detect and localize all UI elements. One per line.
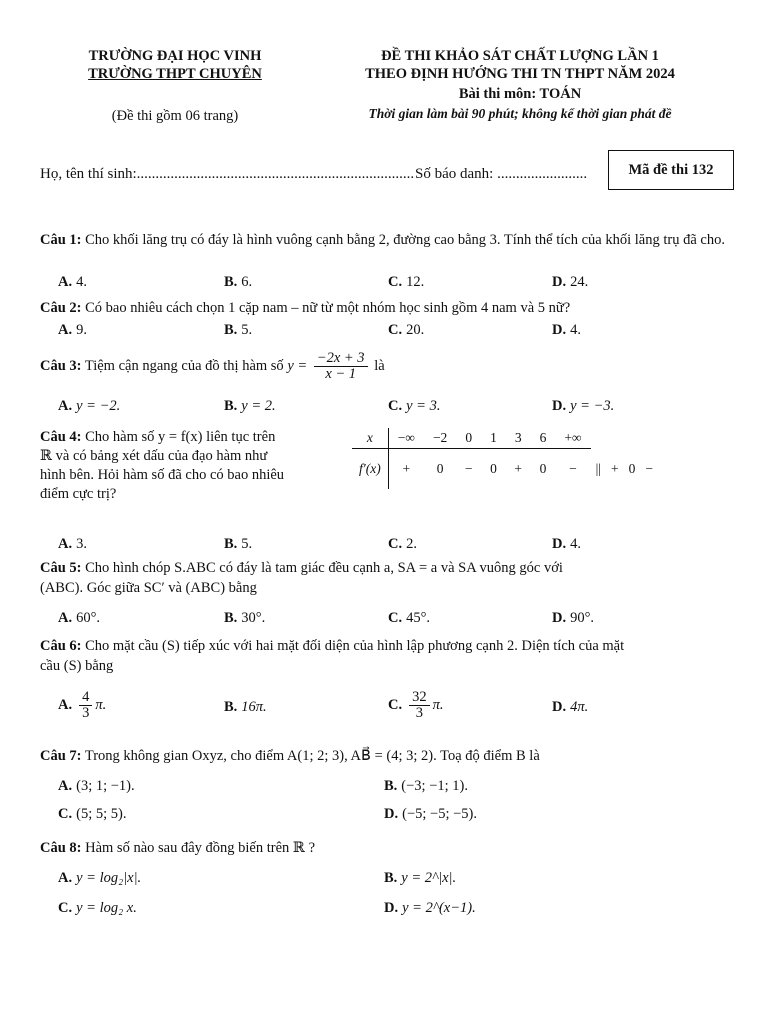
question-6-options — [58, 690, 738, 726]
sign-table — [352, 428, 658, 489]
option-c[interactable]: C. $\frac{32}{3}$ π. — [388, 689, 444, 721]
sign-value: + — [610, 460, 619, 476]
x-value: 1 — [481, 428, 506, 449]
question-1-options — [58, 274, 738, 294]
option-b[interactable]: B. 30°. — [224, 610, 266, 626]
x-value: 0 — [456, 428, 481, 449]
candidate-id-line: Số báo danh: ........................ — [415, 166, 588, 182]
fp-header: f′(x) — [352, 449, 388, 490]
question-4-options — [58, 536, 738, 556]
question-8-options-row2 — [58, 900, 738, 920]
school-name: TRƯỜNG THPT CHUYÊN — [88, 66, 262, 82]
question-7: Câu 7: Trong không gian Oxyz, cho điểm A(1; 2; 3), AB⃗ = (4; 3; 2). Toạ độ điểm B là — [40, 748, 540, 764]
question-3-options — [58, 398, 738, 418]
option-b[interactable]: B. 6. — [224, 274, 253, 290]
option-c[interactable]: C. 2. — [388, 536, 417, 552]
option-d[interactable]: D. 4π. — [552, 699, 589, 715]
question-2: Câu 2: Có bao nhiêu cách chọn 1 cặp nam – nữ từ một nhóm học sinh gồm 4 nam và 5 nữ? — [40, 300, 571, 316]
question-2-options — [58, 322, 738, 342]
candidate-name-line: Họ, tên thí sinh:.......................................................................... — [40, 166, 415, 182]
option-a[interactable]: A. 4. — [58, 274, 87, 290]
option-b[interactable]: B. 5. — [224, 322, 253, 338]
option-d[interactable]: D. 90°. — [552, 610, 595, 626]
exam-code-box — [608, 150, 734, 190]
option-b[interactable]: B. y = 2^|x|. — [384, 870, 457, 886]
x-value: 3 — [506, 428, 531, 449]
question-4: Câu 4: Cho hàm số y = f(x) liên tục trên ℝ và có bảng xét dấu của đạo hàm như hình bên. Hỏi hàm số đã cho có bao nhiêu điểm cực trị? — [40, 429, 285, 502]
question-text: Cho khối lăng trụ có đáy là hình vuông cạnh bằng 2, đường cao bằng 3. Tính thể tích của khối lăng trụ đã cho. — [85, 232, 725, 248]
option-a[interactable]: A. 60°. — [58, 610, 101, 626]
question-5-options — [58, 610, 738, 630]
exam-code: Mã đề thi 132 — [628, 161, 714, 178]
sign-value: 0 — [539, 461, 547, 476]
exam-subtitle: THEO ĐỊNH HƯỚNG THI TN THPT NĂM 2024 — [365, 66, 675, 82]
question-label: Câu 1: — [40, 232, 82, 248]
sign-value: || — [595, 460, 601, 476]
sign-value: − — [569, 461, 577, 476]
x-value: −2 — [424, 428, 456, 449]
option-b[interactable]: B. (−3; −1; 1). — [384, 778, 468, 794]
option-d[interactable]: D. y = −3. — [552, 398, 615, 414]
option-a[interactable]: A. $\frac{4}{3}$ π. — [58, 689, 107, 721]
pages-note: (Đề thi gồm 06 trang) — [111, 108, 239, 124]
question-7-options-row2 — [58, 806, 738, 826]
x-value: −∞ — [388, 428, 424, 449]
question-1 — [40, 230, 730, 250]
option-d[interactable]: D. 4. — [552, 536, 581, 552]
sign-value: 0 — [628, 460, 636, 476]
sign-value: + — [514, 461, 522, 476]
option-b[interactable]: B. 16π. — [224, 699, 267, 715]
question-3: Câu 3: Tiệm cận ngang của đồ thị hàm số y = $\frac{-2x + 3}{x - 1}$ là — [40, 350, 385, 383]
option-a[interactable]: A. 9. — [58, 322, 87, 338]
option-c[interactable]: C. y = log₂ x. — [58, 900, 137, 916]
fraction: $\frac{-2x + 3}{x - 1}$ — [314, 351, 368, 382]
sign-value: − — [464, 461, 473, 476]
option-d[interactable]: D. 24. — [552, 274, 589, 290]
exam-title: ĐỀ THI KHẢO SÁT CHẤT LƯỢNG LẦN 1 — [381, 48, 659, 64]
option-c[interactable]: C. 20. — [388, 322, 425, 338]
subject: Bài thi môn: TOÁN — [458, 86, 582, 102]
question-8: Câu 8: Hàm số nào sau đây đồng biến trên ℝ ? — [40, 840, 316, 856]
option-c[interactable]: C. 12. — [388, 274, 425, 290]
option-a[interactable]: A. 3. — [58, 536, 87, 552]
option-b[interactable]: B. y = 2. — [224, 398, 276, 414]
sign-value: 0 — [490, 461, 497, 476]
university-name: TRƯỜNG ĐẠI HỌC VINH — [88, 48, 262, 64]
option-d[interactable]: D. 4. — [552, 322, 581, 338]
option-c[interactable]: C. (5; 5; 5). — [58, 806, 127, 822]
sign-value: 0 — [436, 461, 444, 476]
time-note: Thời gian làm bài 90 phút; không kể thời gian phát đề — [368, 106, 672, 121]
option-a[interactable]: A. y = −2. — [58, 398, 121, 414]
sign-value: − — [645, 460, 653, 476]
option-a[interactable]: A. y = log₂|x|. — [58, 870, 142, 886]
option-d[interactable]: D. y = 2^(x−1). — [384, 900, 476, 916]
x-value: +∞ — [555, 428, 590, 449]
question-7-options-row1 — [58, 778, 738, 798]
x-header: x — [352, 428, 388, 449]
x-value: 6 — [531, 428, 556, 449]
question-6: Câu 6: Cho mặt cầu (S) tiếp xúc với hai mặt đối diện của hình lập phương cạnh 2. Diện tích của mặt cầu (S) bằng — [40, 638, 625, 674]
option-b[interactable]: B. 5. — [224, 536, 253, 552]
question-5: Câu 5: Cho hình chóp S.ABC có đáy là tam giác đều cạnh a, SA = a và SA vuông góc với (ABC). Góc giữa SC′ và (ABC) bằng — [40, 560, 563, 596]
option-c[interactable]: C. 45°. — [388, 610, 431, 626]
option-c[interactable]: C. y = 3. — [388, 398, 441, 414]
option-d[interactable]: D. (−5; −5; −5). — [384, 806, 477, 822]
sign-value: + — [402, 461, 411, 476]
question-8-options-row1 — [58, 870, 738, 890]
option-a[interactable]: A. (3; 1; −1). — [58, 778, 135, 794]
